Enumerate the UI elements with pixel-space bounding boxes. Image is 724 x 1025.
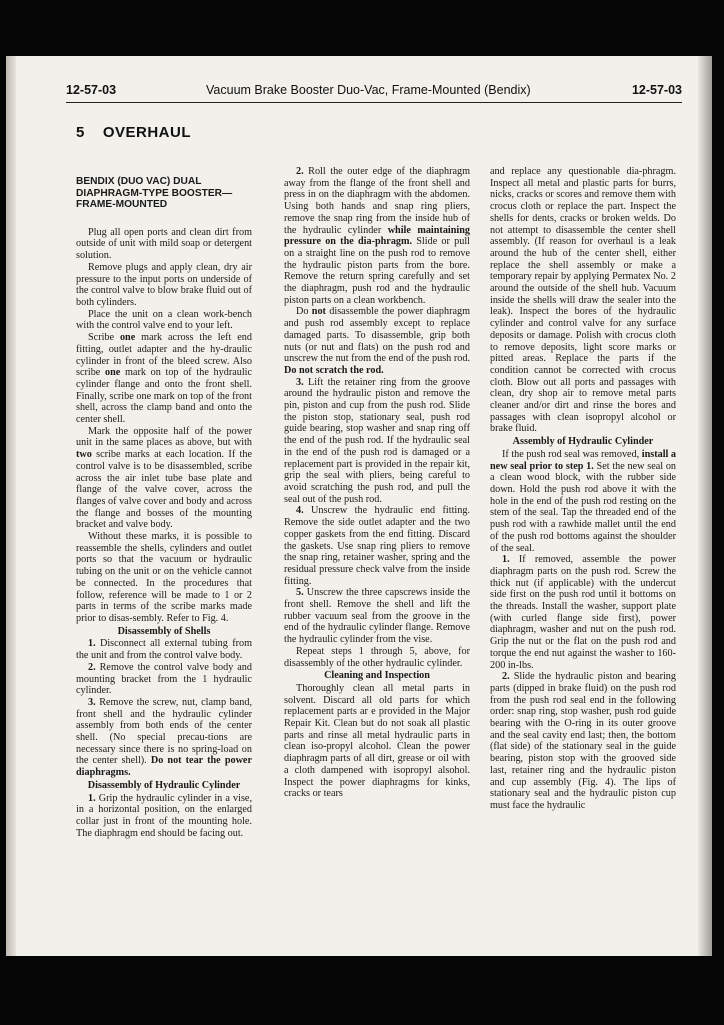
column-2 <box>284 166 470 800</box>
paragraph: Thoroughly clean all metal parts in solvent. Discard all old parts for which replacement parts ar e provided in the Major Repair Kit. Clean but do not soak all plastic parts and rinse all metal hydraulic parts in clean iso-propyl alcohol. Clean the power diaphragm parts of all dirt, grease or oil with a cloth dampened with isopropyl alsohol. Inspect the power diaphragms for kinks, cracks or tears <box>284 682 470 800</box>
step: 1. Grip the hydraulic cylinder in a vise, in a horizontal position, on the enlarged collar just in front of the mounting hole. The diaphragm end should be facing out. <box>76 792 252 839</box>
step: 2. Remove the control valve body and mounting bracket from the 1 hydraulic cylinder. <box>76 661 252 697</box>
paragraph: Mark the opposite half of the power unit in the same places as above, but with two scribe marks at each location. If the control valve is to be disassembled, scribe across the air inlet tube base plate and flange of the valve cover, across the flanges of valve cover and body and across the flange and bosses of the mounting bracket and valve body. <box>76 425 252 531</box>
column-1 <box>76 176 252 839</box>
paragraph: Place the unit on a clean work-bench with the control valve end to your left. <box>76 308 252 332</box>
paragraph: Remove plugs and apply clean, dry air pressure to the input ports on underside of the control valve to blow brake fluid out of both cylinders. <box>76 261 252 308</box>
step: 3. Lift the retainer ring from the groove around the hydraulic piston and remove the pin, piston and cup from the push rod. Slide the piston stop, stationary seal, push rod guide bearing, stop washer and snap ring off the end of the push rod. If the hydraulic seal in the end of the push rod is damaged or a replacement part is provided in the repair kit, grip the seal with pliers, being careful to avoid scratching the push rod, and pull the seal out of the push rod. <box>284 376 470 505</box>
page-right-edge <box>698 56 712 956</box>
paragraph: If the push rod seal was removed, install a new seal prior to step 1. Set the new seal on a clean wood block, with the rubber side down. Hold the push rod above it with the hole in the end of the push rod resting on the stem of the seal. Tap the threaded end of the push rod with a rawhide mallet until the end of the push rod bottoms against the shoulder of the seal. <box>490 448 677 554</box>
paragraph: Plug all open ports and clean dirt from outside of unit with mild soap or detergent solution. <box>76 226 252 262</box>
step: 2. Roll the outer edge of the diaphragm away from the flange of the front shell and press in on the diaphragm with the abdomen. Using both hands and snap ring pliers, remove the snap ring from the inside hub of the hydraulic cylinder while maintaining pressure on the dia-phragm. Slide or pull on a straight line on the push rod to remove the hydraulic piston parts from the bore. Remove the return spring carefully and set the diaphragm, push rod and the hydraulic piston parts on a clean workbench. <box>284 166 471 306</box>
step: 3. Remove the screw, nut, clamp band, front shell and the hydraulic cylinder assembly from both ends of the center shell. (No special precau-tions are necessary since there is no spring-load on the center shell). Do not tear the power diaphragms. <box>76 696 252 779</box>
page-number-right: 12-57-03 <box>631 83 682 97</box>
paragraph: Repeat steps 1 through 5, above, for disassembly of the other hydraulic cylinder. <box>284 645 470 669</box>
section-number: 5 <box>76 124 85 141</box>
column-3 <box>490 166 676 812</box>
paragraph: Without these marks, it is possible to reassemble the shells, cylinders and outlet ports so that the vacuum or hydraulic tubing on the unit or on the vehicle cannot be connected. In the procedures that follow, reference will be made to 1 or 2 parts in terms of the scribe marks made prior to disas-sembly. Refer to Fig. 4. <box>76 531 252 624</box>
step: 1. If removed, assemble the power diaphragm parts on the push rod. Screw the thick nut (if applicable) with the undercut side first on the push rod until it bottoms on the threads. Install the washer, support plate (with curled flange side first), power diaphragm, washer and nut on the push rod. Grip the nut or the flat on the push rod and torque the end nut against the washer to 160-200 in-lbs. <box>490 554 676 671</box>
procedure-heading: Assembly of Hydraulic Cylinder <box>512 436 654 448</box>
section-title: OVERHAUL <box>102 124 192 141</box>
step: 2. Slide the hydraulic piston and bearing parts (dipped in brake fluid) on the push rod from the push rod seal end in the following order: snap ring, stop washer, push rod guide bearing with the O-ring in its outer groove and the seal cavity end last; then, the bottom (flat side) of the stationary seal in the guide bearing, piston stop with the grooved side last, retainer ring and the hydraulic piston and cup assembly (Fig. 4). The lips of stationary seal and the hydraulic piston cup must face the hydraulic <box>490 671 676 811</box>
step: 1. Disconnect all external tubing from the unit and from the control valve body. <box>76 638 252 662</box>
document-page <box>6 56 712 956</box>
section-heading <box>76 124 191 141</box>
step: 5. Unscrew the three capscrews inside the front shell. Remove the shell and lift the rubber vacuum seal from the groove in the end of the hydraulic cylinder flange. Remove the hydraulic cylinder from the vise. <box>284 587 470 646</box>
procedure-heading: Disassembly of Hydraulic Cylinder <box>87 779 241 791</box>
paragraph: Scribe one mark across the left end fitting, outlet adapter and the hy-draulic cylinder in front of the bleed screw. Also scribe one mark on top of the hydraulic cylinder flange and onto the front shell. Finally, scribe one mark on top of the front shell, across the clamp band and onto the center shell. <box>76 332 253 426</box>
header-rule <box>66 102 682 103</box>
running-title: Vacuum Brake Booster Duo-Vac, Frame-Mounted (Bendix) <box>206 83 531 97</box>
subsection-heading: BENDIX (DUO VAC) DUAL DIAPHRAGM-TYPE BOOSTER— FRAME-MOUNTED <box>76 176 233 211</box>
page-binding-edge <box>6 56 16 956</box>
running-header <box>66 83 682 101</box>
page-number-left: 12-57-03 <box>66 83 117 97</box>
procedure-heading: Cleaning and Inspection <box>324 670 430 682</box>
paragraph: Do not disassemble the power diaphragm and push rod assembly except to replace damaged parts. To disassemble, grip both nuts (or nut and flats) on the push rod and unscrew the nut from the end of the push rod. Do not scratch the rod. <box>284 306 471 376</box>
step: 4. Unscrew the hydraulic end fitting. Remove the side outlet adapter and the two copper gaskets from the end fitting. Discard the gaskets. Use snap ring pliers to remove the snap ring, retainer washer, spring and the residual pressure check valve from the inside fitting. <box>284 505 470 587</box>
paragraph: and replace any questionable dia-phragm. Inspect all metal and plastic parts for burrs, nicks, cracks or scores and remove them with crocus cloth or replace the part. Inspect the shells for dents, cracks or broken welds. Do not attempt to disassemble the center shell assembly. (If reason for overhaul is a leak around the hub of the center shell, either replace the shell assembly or make a temporary repair by applying Permatex No. 2 around the outside of the shell hub. Vacuum inside the shells will draw the sealer into the leak). Inspect the bores of the hydraulic cylinder and control valve for any surface deposits or damage. Polish with crocus cloth to remove deposits, light score marks or pitted areas. Replace the parts if the condition cannot be corrected with crocus cloth. Blow out all ports and passages with clean, dry shop air to remove metal parts cleaner and/or dirt and rinse the bores and passages with clean isopropyl alcohol or brake fluid. <box>490 166 676 435</box>
procedure-heading: Disassembly of Shells <box>117 625 211 637</box>
